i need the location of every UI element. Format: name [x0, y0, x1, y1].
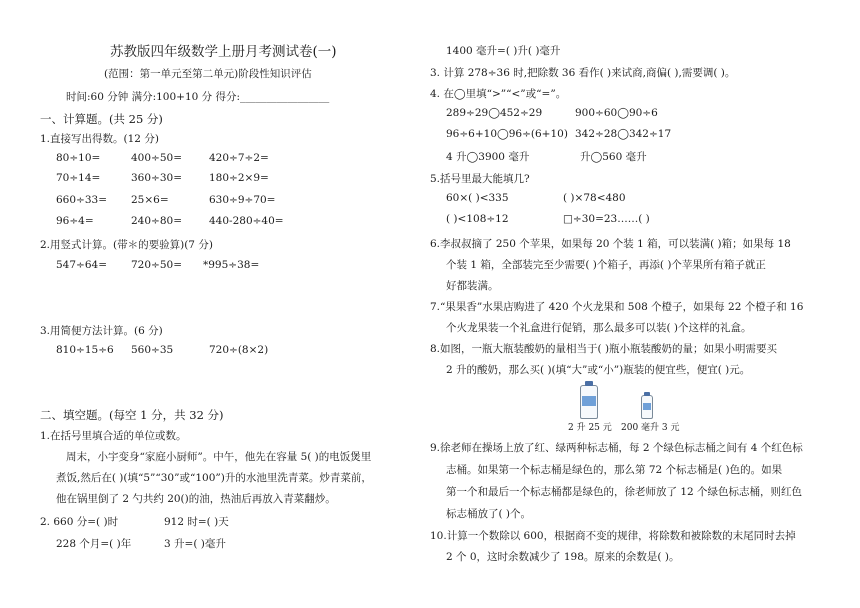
q1-title: 1.直接写出得数。(12 分) [40, 133, 159, 145]
small-bottle-label: 200 毫升 3 元 [621, 423, 680, 433]
page-title: 苏教版四年级数学上册月考测试卷(一) [110, 44, 337, 60]
r-q4-r0-b: 900÷60◯90÷6 [575, 107, 658, 119]
r-q8-line-0: 8.如图，一瓶大瓶装酸奶的量相当于( )瓶小瓶装酸奶的量；如果小明需要买 [430, 343, 778, 355]
r-q7-line-1: 个火龙果装一个礼盒进行促销，那么最多可以装( )个这样的礼盒。 [446, 322, 752, 334]
f2-line1-b: 912 时=( )天 [164, 516, 229, 528]
f2-line2-a: 228 个月=( )年 [56, 538, 132, 550]
r-q9-line-0: 9.徐老师在操场上放了红、绿两种标志桶，每 2 个绿色标志桶之间有 4 个红色标 [430, 442, 803, 454]
large-bottle-label: 2 升 25 元 [568, 423, 612, 433]
r-q4-r0-a: 289÷29◯452÷29 [446, 107, 543, 119]
f1-line-0: 周末，小宇变身“家庭小厨师”。中午，他先在容量 5( )的电饭煲里 [66, 451, 372, 463]
r-q4-r1-b: 342÷28◯342÷17 [575, 128, 672, 140]
r-q10-line-1: 2 个 0，这时余数减少了 198。原来的余数是( )。 [446, 551, 680, 563]
r-q3: 3. 计算 278÷36 时,把除数 36 看作( )来试商,商偏( ),需要调( )。 [430, 67, 736, 79]
q3-item-1: 560÷35 [131, 344, 174, 356]
f2-line1-a: 2. 660 分=( )时 [40, 516, 119, 528]
small-bottle-image [641, 395, 653, 419]
q1-r0-c0: 80÷10= [56, 152, 101, 164]
q1-r1-c0: 70÷14= [56, 172, 101, 184]
r-q5-r0-b: ( )×78<480 [563, 192, 626, 204]
f2-line2-b: 3 升=( )毫升 [164, 538, 226, 550]
q1-r2-c1: 25×6= [131, 194, 169, 206]
r-q4-r2-a: 4 升◯3900 毫升 [446, 151, 530, 163]
r-q9-line-1: 志桶。如果第一个标志桶是绿色的，那么第 72 个标志桶是( )色的。如果 [446, 464, 783, 476]
q3-item-2: 720÷(8×2) [209, 344, 269, 356]
r-q5-r0-a: 60×( )<335 [446, 192, 509, 204]
f1-line-1: 煮饭,然后在( )(填“5”“30”或“100”)升的水池里洗青菜。炒青菜前， [56, 472, 372, 484]
r-q10-line-0: 10.计算一个数除以 600，根据商不变的规律，将除数和被除数的末尾同时去掉 [430, 530, 796, 542]
f1-title: 1.在括号里填合适的单位或数。 [40, 430, 187, 442]
q2-item-2: *995÷38= [203, 259, 260, 271]
section-1-heading: 一、计算题。(共 25 分) [40, 112, 163, 126]
r-q5: 5.括号里最大能填几? [430, 173, 530, 185]
q1-r2-c0: 660÷33= [56, 194, 107, 206]
q1-r1-c2: 180÷2×9= [209, 172, 269, 184]
r-q7-line-0: 7.“果果香”水果店购进了 420 个火龙果和 508 个橙子，如果每 22 个橙子和 16 [430, 301, 804, 313]
r-q4: 4. 在◯里填“>”“<”或“=”。 [430, 88, 567, 100]
q1-r3-c0: 96÷4= [56, 215, 94, 227]
r-line-1400: 1400 毫升=( )升( )毫升 [446, 45, 561, 57]
q1-r0-c1: 400÷50= [131, 152, 182, 164]
r-q9-line-2: 第一个和最后一个标志桶都是绿色的，徐老师放了 12 个绿色标志桶，则红色 [446, 486, 803, 498]
r-q5-r1-a: ( )<108÷12 [446, 213, 509, 225]
exam-meta-text: 时间:60 分钟 满分:100+10 分 得分: [66, 91, 241, 103]
r-q8-line-1: 2 升的酸奶，那么买( )(填“大”或“小”)瓶装的便宜些，便宜( )元。 [446, 364, 751, 376]
large-bottle-image [580, 385, 598, 419]
score-blank: _________________ [240, 91, 330, 103]
r-q6-line-1: 个装 1 箱，全部装完至少需要( )个箱子，再添( )个苹果所有箱子就正 [446, 259, 766, 271]
q2-item-1: 720÷50= [131, 259, 182, 271]
r-q4-r2-b: 升◯560 毫升 [580, 151, 647, 163]
q3-item-0: 810÷15÷6 [56, 344, 114, 356]
r-q6-line-0: 6.李叔叔摘了 250 个苹果，如果每 20 个装 1 箱，可以装满( )箱；如果每 18 [430, 238, 791, 250]
q2-item-0: 547÷64= [56, 259, 107, 271]
q1-r3-c1: 240÷80= [131, 215, 182, 227]
q1-r2-c2: 630÷9÷70= [209, 194, 276, 206]
r-q5-r1-b: □÷30=23……( ) [563, 213, 650, 225]
q1-r0-c2: 420÷7÷2= [209, 152, 269, 164]
exam-meta [66, 89, 329, 104]
r-q6-line-2: 好都装满。 [446, 280, 499, 292]
q2-title: 2.用竖式计算。(带＊的要验算)(7 分) [40, 239, 213, 251]
r-q4-r1-a: 96÷6+10◯96÷(6+10) [446, 128, 568, 140]
q1-r1-c1: 360÷30= [131, 172, 182, 184]
section-2-heading: 二、填空题。(每空 1 分，共 32 分) [40, 408, 224, 422]
r-q9-line-3: 标志桶放了( )个。 [446, 508, 532, 520]
q3-title: 3.用简便方法计算。(6 分) [40, 325, 163, 337]
q1-r3-c2: 440-280÷40= [209, 215, 284, 227]
f1-line-2: 他在锅里倒了 2 勺共约 20()的油，热油后再放入青菜翻炒。 [56, 493, 336, 505]
exam-range: (范围：第一单元至第二单元)阶段性知识评估 [104, 68, 312, 80]
